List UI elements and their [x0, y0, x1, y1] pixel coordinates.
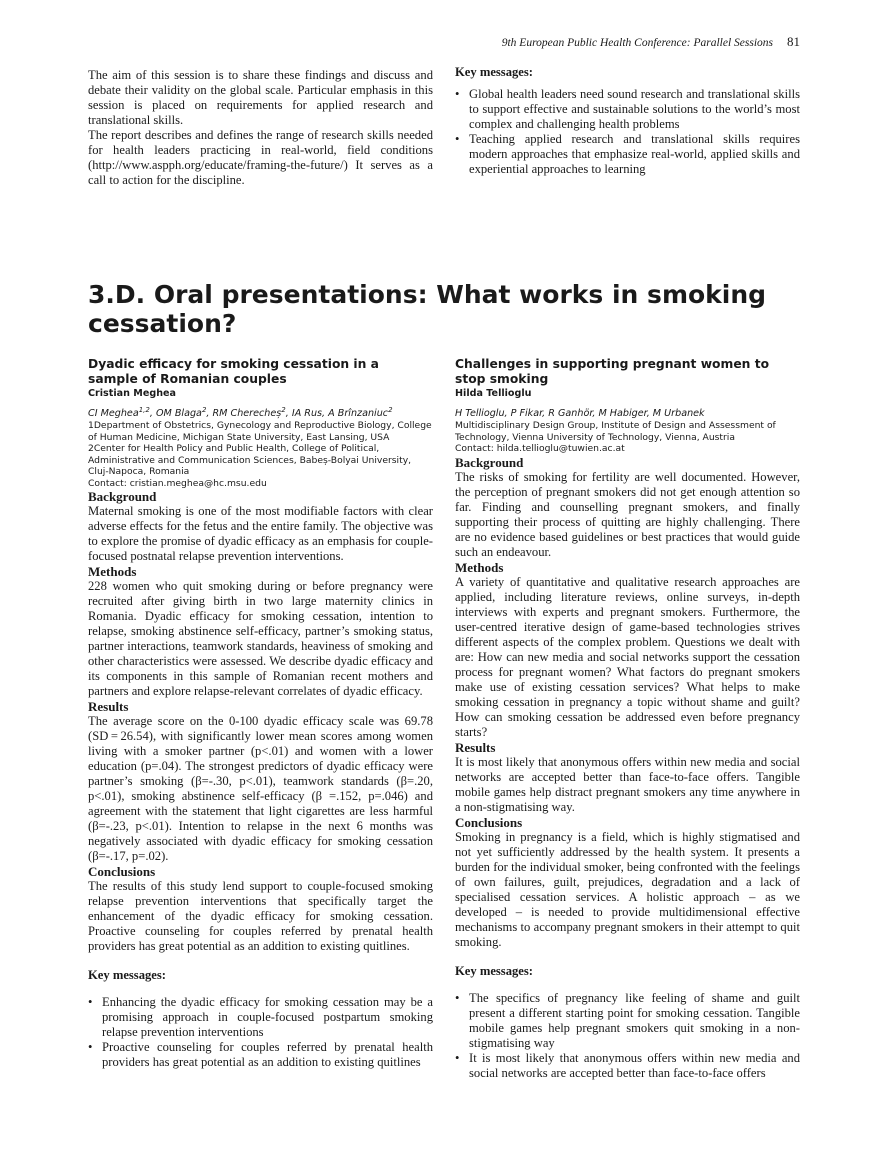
key-messages-heading: Key messages:: [455, 963, 533, 978]
key-messages-list: [455, 87, 800, 177]
bullet-icon: •: [88, 1040, 93, 1054]
affiliation-2: 2Center for Health Policy and Public Health, College of Political, Administrative and Communication Sciences, Babeș-Bolyai University, Cluj-Napoca, Romania: [88, 443, 412, 477]
contact-line: Contact: cristian.meghea@hc.msu.edu: [88, 477, 267, 489]
section-title: 3.D. Oral presentations: What works in smoking cessation?: [88, 280, 767, 338]
background-heading: Background: [455, 454, 524, 470]
bullet-icon: •: [88, 995, 93, 1009]
methods-text: A variety of quantitative and qualitative research approaches are applied, including literature reviews, online surveys, in-depth interviews with experts and pregnant smokers. Furthermore, the user-centred iterative design of game-based technologies strives different aspects of the complex problem. Questions we dealt with are: How can new media and social networks support the cessation process for pregnant women? What factors do pregnant smokers make use of existing cessation services? What helps to make smoking cessation in pregnancy a topic without shame and guilt? How can smoking cessation be addressed even before pregnancy starts?: [455, 574, 800, 739]
running-head-title: 9th European Public Health Conference: Parallel Sessions: [501, 37, 773, 49]
bullet-icon: •: [455, 87, 460, 101]
methods-text: 228 women who quit smoking during or before pregnancy were recruited after giving birth in two large maternity clinics in Romania. Dyadic efficacy for smoking cessation, intention to relapse, smoking abstinence self-efficacy, partner’s smoking status, partner interactions, teamwork standards, heaviness of smoking and other characteristics were assessed. We describe dyadic efficacy and its components in this sample of Romanian recent mothers and partners and explore relapse-relevant correlates of dyadic efficacy.: [88, 579, 433, 698]
bullet-icon: •: [455, 1050, 460, 1065]
results-heading: Results: [455, 739, 496, 755]
article-title: Dyadic efficacy for smoking cessation in a sample of Romanian couples: [88, 357, 379, 386]
affiliation-1: 1Department of Obstetrics, Gynecology and Reproductive Biology, College of Human Medicine, Michigan State University, East Lansing, USA: [88, 420, 432, 443]
top-left-column: [88, 68, 433, 188]
article-2: [455, 357, 800, 1081]
methods-heading: Methods: [88, 564, 137, 579]
key-messages-heading: Key messages:: [455, 65, 533, 79]
article-authors: CI Meghea$^{1,2}$, OM Blaga$^2$, RM Cherecheș$^2$, IA Rus, A Brînzaniuc$^2$: [88, 405, 393, 419]
article-presenter: Hilda Tellioglu: [455, 388, 532, 399]
background-text: The risks of smoking for fertility are well documented. However, the perception of pregnant smokers did not get enough attention so far. Finding and counselling pregnant smokers, and finally supporting their process of quitting are highly challenging. There are no evidence based guidelines or best practices that would guide such an endeavour.: [455, 469, 800, 559]
running-head: [470, 34, 800, 50]
bullet-icon: •: [455, 132, 460, 146]
article-presenter: Cristian Meghea: [88, 388, 177, 399]
key-message-item: • Enhancing the dyadic efficacy for smoking cessation may be a promising approach in couple-focused postpartum smoking relapse prevention interventions: [88, 995, 433, 1039]
top-left-paragraph-1: The aim of this session is to share these findings and discuss and debate their validity on the global scale. Particular emphasis in this session is placed on requirements for applied research and translational skills.: [88, 68, 433, 127]
key-message-item: • The specifics of pregnancy like feeling of shame and guilt present a different starting point for smoking cessation. Tangible mobile games help pregnant smokers quit smoking in a non-stigmatising way: [455, 990, 800, 1050]
affiliation-1: Multidisciplinary Design Group, Institute of Design and Assessment of Technology, Vienna University of Technology, Vienna, Austria: [455, 420, 776, 443]
article-1: [88, 357, 433, 1070]
top-left-paragraph-2: The report describes and defines the range of research skills needed for health leaders practicing in real-world, field conditions (http://www.aspph.org/educate/framing-the-future/) It serves as a call to action for the discipline.: [88, 128, 433, 187]
key-message-item: • Global health leaders need sound research and translational skills to support effective and sustainable solutions to the world’s most complex and challenging health problems: [455, 87, 800, 131]
results-text: The average score on the 0-100 dyadic efficacy scale was 69.78 (SD = 26.54), with significantly lower mean scores among women living with a smoker partner (p<.01) and women with a lower education (p=.04). The strongest predictors of dyadic efficacy were partner’s smoking (β=-.30, p<.01), teamwork standards (β=.20, p<.01), smoking abstinence self-efficacy (β =.152, p=.046) and agreement with the statement that light cigarettes are less harmful (β=-.23, p<.01). Intention to relapse in the next 6 months was negatively associated with dyadic efficacy for smoking cessation (β=-.17, p=.02).: [88, 714, 433, 863]
article-title: Challenges in supporting pregnant women to stop smoking: [455, 357, 770, 386]
key-message-item: • It is most likely that anonymous offers within new media and social networks are accepted better than face-to-face offers: [455, 1050, 800, 1080]
conclusions-heading: Conclusions: [455, 814, 523, 830]
conclusions-text: The results of this study lend support to couple-focused smoking relapse prevention interventions that specifically target the enhancement of the dyadic efficacy for smoking cessation. Proactive counseling for couples referred by prenatal health providers has great potential as an addition to existing quitlines.: [88, 879, 433, 953]
page-number: 81: [787, 34, 800, 49]
key-messages-heading: Key messages:: [88, 968, 166, 982]
key-messages-list: [88, 995, 433, 1070]
key-message-item: • Proactive counseling for couples referred by prenatal health providers has great potential as an addition to existing quitlines: [88, 1040, 433, 1069]
contact-line: Contact: hilda.tellioglu@tuwien.ac.at: [455, 443, 625, 454]
results-text: It is most likely that anonymous offers within new media and social networks are accepted better than face-to-face offers. Tangible mobile games help distract pregnant smokers any time anywhere in a non-stigmatising way.: [455, 754, 800, 814]
conclusions-heading: Conclusions: [88, 864, 156, 879]
key-messages-list: [455, 991, 800, 1081]
bullet-icon: •: [455, 990, 460, 1005]
results-heading: Results: [88, 699, 129, 714]
key-message-item: • Teaching applied research and translational skills requires modern approaches that emphasize real-world, applied skills and experiential approaches to learning: [455, 132, 800, 176]
top-right-column: [455, 65, 800, 177]
conclusions-text: Smoking in pregnancy is a field, which is highly stigmatised and not yet sufficiently addressed by the health system. It presents a burden for the individual smoker, being confronted with the feelings of own failures, guilt, prejudices, degradation and a lack of specialised cessation services. A holistic approach – as we developed – is needed to provide multidimensional effective mechanisms to accompany pregnant smokers in their attempt to quit smoking.: [455, 829, 800, 949]
background-text: Maternal smoking is one of the most modifiable factors with clear adverse effects for the fetus and the entire family. The objective was to explore the promise of dyadic efficacy as an emphasis for couple-focused postnatal relapse prevention interventions.: [88, 504, 433, 563]
background-heading: Background: [88, 489, 157, 504]
methods-heading: Methods: [455, 559, 504, 575]
article-authors: H Tellioglu, P Fikar, R Ganhör, M Habiger, M Urbanek: [455, 408, 705, 419]
